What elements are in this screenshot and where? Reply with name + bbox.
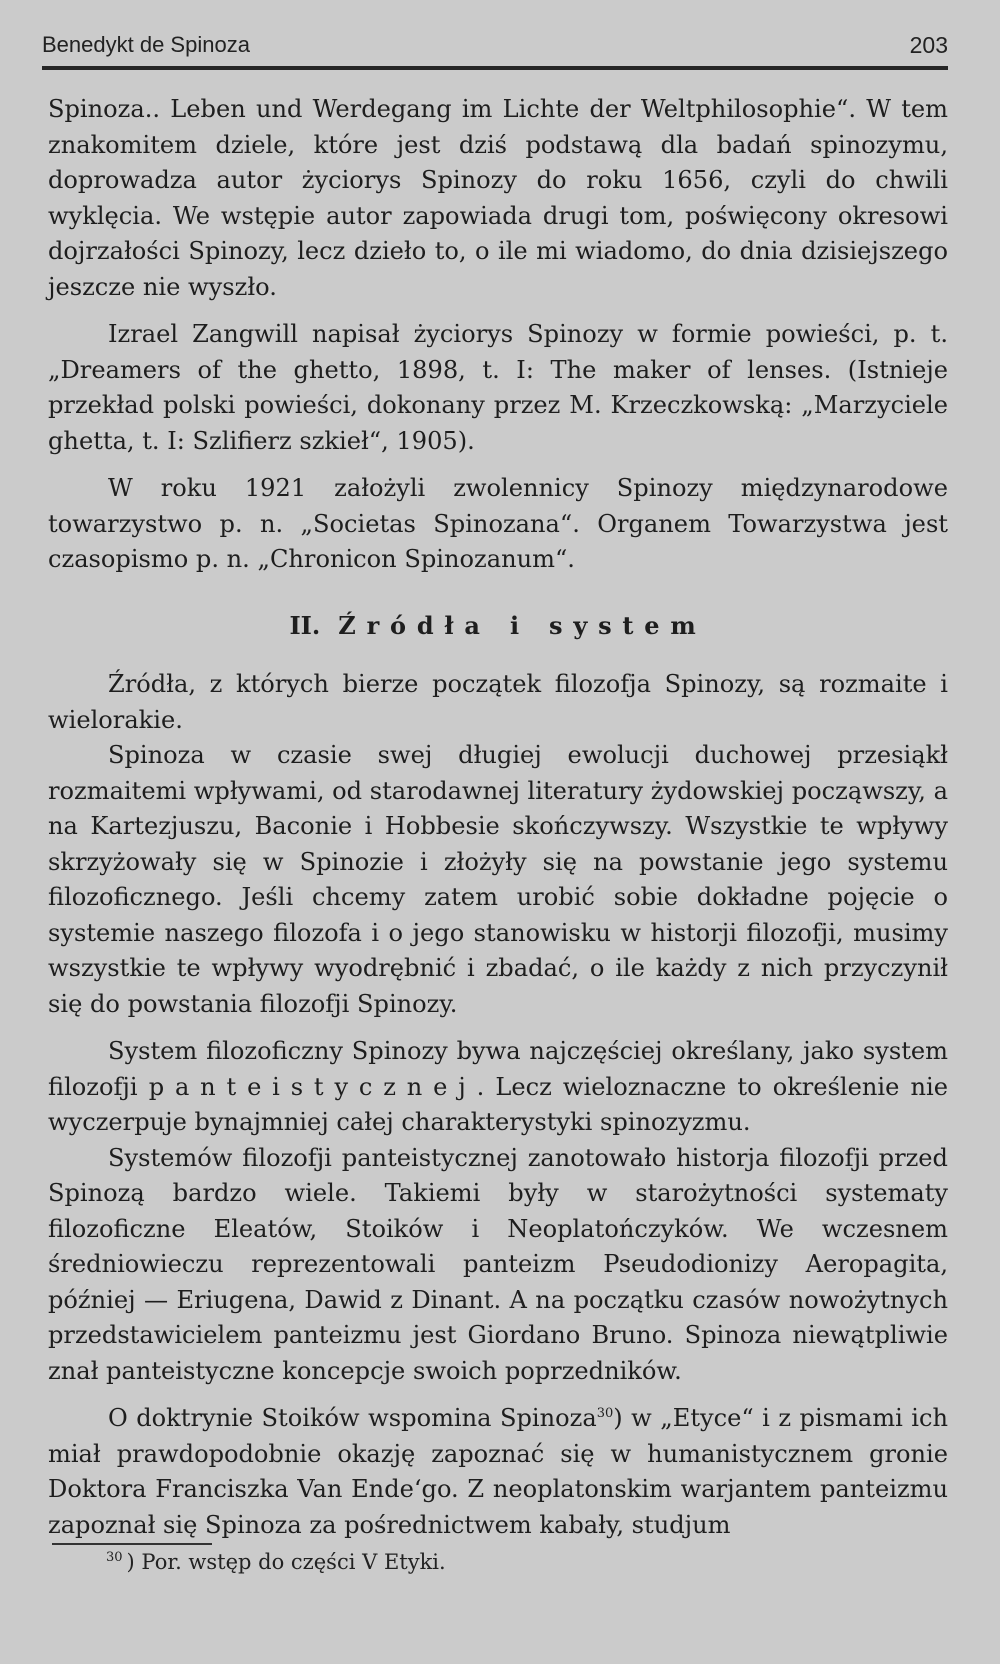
- body-text: [48, 92, 948, 1555]
- paragraph-6-text-b: . Lecz wieloznaczne to określenie nie wyczerpuje bynajmniej całej charakterystyki spinozyzmu.: [48, 1072, 948, 1136]
- emphasized-term: panteistycznej: [148, 1072, 477, 1101]
- paragraph-8-text-b: ) w „Etyce“ i z pismami ich miał prawdopodobnie okazję zapoznać się w humanistycznem gronie Doktora Franciszka Van Ende‘go. Z neoplatonskim warjantem panteizmu zapoznał się Spinoza za pośrednictwem kabały, studjum: [48, 1404, 948, 1539]
- paragraph-6-text-a: System filozoficzny Spinozy bywa najczęściej określany, jako system filozofji: [48, 1037, 948, 1101]
- footnote-mark: 30: [106, 1550, 123, 1565]
- paragraph-5: Spinoza w czasie swej długiej ewolucji duchowej przesiąkł rozmaitemi wpływami, od starodawnej literatury żydowskiej począwszy, a na Kartezjuszu, Baconie i Hobbesie skończywszy. Wszystkie te wpływy skrzyżowały się w Spinozie i złożyły się na powstanie jego systemu filozoficznego. Jeśli chcemy zatem urobić sobie dokładne pojęcie o systemie naszego filozofa i o jego stanowisku w historji filozofji, musimy wszystkie te wpływy wyodrębnić i zbadać, o ile każdy z nich przyczynił się do powstania filozofji Spinozy.: [48, 741, 948, 1018]
- header-rule: [42, 66, 948, 70]
- paragraph-8-text-a: O doktrynie Stoików wspomina Spinoza: [108, 1404, 597, 1432]
- paragraph-7: Systemów filozofji panteistycznej zanotowało historja filozofji przed Spinozą bardzo wiele. Takiemi były w starożytności systematy filozoficzne Eleatów, Stoików i Neoplatończyków. We wczesnem średniowieczu reprezentowali panteizm Pseudodionizy Aeropagita, później — Eriugena, Dawid z Dinant. A na początku czasów nowożytnych przedstawicielem panteizmu jest Giordano Bruno. Spinoza niewątpliwie znał panteistyczne koncepcje swoich poprzedników.: [48, 1143, 948, 1385]
- paragraph-3: W roku 1921 założyli zwolennicy Spinozy międzynarodowe towarzystwo p. n. „Societas Spinozana“. Organem Towarzystwa jest czasopismo p. n. „Chronicon Spinozanum“.: [48, 474, 948, 573]
- footnote-text: ) Por. wstęp do części V Etyki.: [126, 1550, 446, 1574]
- section-number: II.: [289, 610, 321, 640]
- paragraph-2: Izrael Zangwill napisał życiorys Spinozy w formie powieści, p. t. „Dreamers of the ghetto, 1898, t. I: The maker of lenses. (Istnieje przekład polski powieści, dokonany przez M. Krzeczkowską: „Marzyciele ghetta, t. I: Szlifierz szkieł“, 1905).: [48, 320, 948, 455]
- footnote: [106, 1550, 446, 1574]
- paragraph-8: [48, 1401, 948, 1543]
- page-number: 203: [909, 32, 948, 58]
- section-title: Źródła i system: [338, 610, 707, 640]
- page-header: [42, 32, 948, 62]
- section-heading: [48, 608, 948, 644]
- paragraph-6: [48, 1034, 948, 1141]
- paragraph-4: Źródła, z których bierze początek filozofja Spinozy, są rozmaite i wielorakie.: [48, 670, 948, 734]
- footnote-rule: [52, 1543, 212, 1545]
- footnote-reference[interactable]: 30: [596, 1405, 614, 1421]
- running-head: Benedykt de Spinoza: [42, 32, 250, 57]
- paragraph-1: Spinoza.. Leben und Werdegang im Lichte der Weltphilosophie“. W tem znakomitem dziele, które jest dziś podstawą dla badań spinozymu, doprowadza autor życiorys Spinozy do roku 1656, czyli do chwili wyklęcia. We wstępie autor zapowiada drugi tom, poświęcony okresowi dojrzałości Spinozy, lecz dzieło to, o ile mi wiadomo, do dnia dzisiejszego jeszcze nie wyszło.: [48, 95, 948, 301]
